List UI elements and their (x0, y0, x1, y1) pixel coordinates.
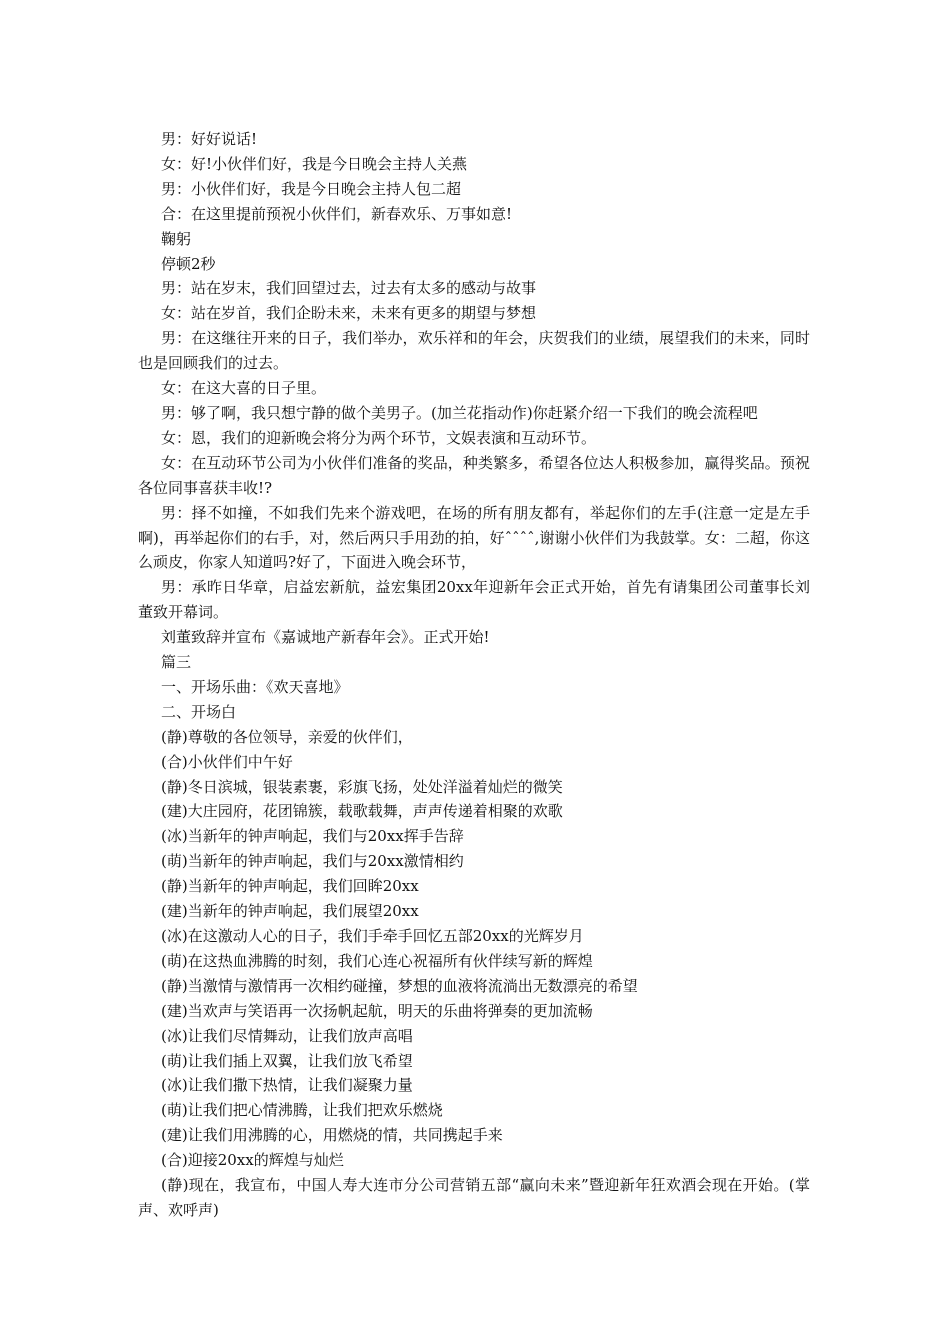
paragraph: 男：择不如撞，不如我们先来个游戏吧，在场的所有朋友都有，举起你们的左手(注意一定是左手啊)，再举起你们的右手，对，然后两只手用劲的拍，好ˆˆˆˆ,谢谢小伙伴们为我鼓掌。女：二超，你这么顽皮，你家人知道吗?好了，下面进入晚会环节， (138, 503, 810, 572)
paragraph: (萌)在这热血沸腾的时刻，我们心连心祝福所有伙伴续写新的辉煌 (161, 951, 593, 970)
paragraph: 女：在这大喜的日子里。 (161, 379, 327, 398)
paragraph: 二、开场白 (161, 702, 237, 721)
paragraph: 男：小伙伴们好，我是今日晚会主持人包二超 (161, 179, 462, 198)
paragraph: (冰)让我们尽情舞动，让我们放声高唱 (161, 1026, 413, 1045)
paragraph: 女：好!小伙伴们好，我是今日晚会主持人关燕 (161, 154, 468, 173)
paragraph: 女：恩，我们的迎新晚会将分为两个环节，文娱表演和互动环节。 (161, 428, 597, 447)
paragraph: 刘董致辞并宣布《嘉诚地产新春年会》。正式开始! (161, 628, 490, 647)
paragraph: 一、开场乐曲：《欢天喜地》 (161, 677, 349, 696)
paragraph: 男：在这继往开来的日子，我们举办，欢乐祥和的年会，庆贺我们的业绩，展望我们的未来，同时也是回顾我们的过去。 (138, 329, 810, 373)
paragraph: (静)尊敬的各位领导，亲爱的伙伴们， (161, 727, 413, 746)
paragraph: 女：在互动环节公司为小伙伴们准备的奖品，种类繁多，希望各位达人积极参加，赢得奖品。预祝各位同事喜获丰收!? (138, 453, 810, 497)
document-body (138, 127, 810, 1223)
paragraph: (萌)当新年的钟声响起，我们与20xx激情相约 (161, 852, 464, 871)
paragraph: (建)当新年的钟声响起，我们展望20xx (161, 902, 419, 921)
paragraph: (静)当激情与激情再一次相约碰撞，梦想的血液将流淌出无数漂亮的希望 (161, 976, 638, 995)
paragraph: (萌)让我们把心情沸腾，让我们把欢乐燃烧 (161, 1101, 443, 1120)
paragraph: 男：承昨日华章，启益宏新航，益宏集团20xx年迎新年会正式开始，首先有请集团公司董事长刘董致开幕词。 (138, 578, 810, 622)
paragraph: 合：在这里提前预祝小伙伴们，新春欢乐、万事如意! (161, 204, 513, 223)
paragraph: 女：站在岁首，我们企盼未来，未来有更多的期望与梦想 (161, 304, 537, 323)
paragraph: (冰)让我们撒下热情，让我们凝聚力量 (161, 1076, 413, 1095)
paragraph: (建)让我们用沸腾的心，用燃烧的情，共同携起手来 (161, 1126, 503, 1145)
paragraph: 停顿2秒 (161, 254, 216, 273)
paragraph: (静)当新年的钟声响起，我们回眸20xx (161, 877, 419, 896)
paragraph: (静)冬日滨城，银装素裹，彩旗飞扬，处处洋溢着灿烂的微笑 (161, 777, 563, 796)
paragraph: 男：站在岁末，我们回望过去，过去有太多的感动与故事 (161, 279, 537, 298)
paragraph: (建)大庄园府，花团锦簇，载歌载舞，声声传递着相聚的欢歌 (161, 802, 563, 821)
paragraph: (建)当欢声与笑语再一次扬帆起航，明天的乐曲将弹奏的更加流畅 (161, 1001, 593, 1020)
paragraph: (合)小伙伴们中午好 (161, 752, 293, 771)
section-heading: 篇三 (161, 653, 192, 672)
paragraph: 鞠躬 (161, 229, 192, 248)
paragraph: 男：够了啊，我只想宁静的做个美男子。(加兰花指动作)你赶紧介绍一下我们的晚会流程吧 (161, 403, 758, 422)
paragraph: (静)现在，我宣布，中国人寿大连市分公司营销五部“赢向未来”暨迎新年狂欢酒会现在开始。(掌声、欢呼声) (138, 1176, 810, 1219)
paragraph: (萌)让我们插上双翼，让我们放飞希望 (161, 1051, 413, 1070)
paragraph: (冰)在这激动人心的日子，我们手牵手回忆五部20xx的光辉岁月 (161, 927, 584, 945)
paragraph: (冰)当新年的钟声响起，我们与20xx挥手告辞 (161, 827, 464, 846)
paragraph: (合)迎接20xx的辉煌与灿烂 (161, 1151, 344, 1170)
paragraph: 男：好好说话! (161, 130, 258, 148)
